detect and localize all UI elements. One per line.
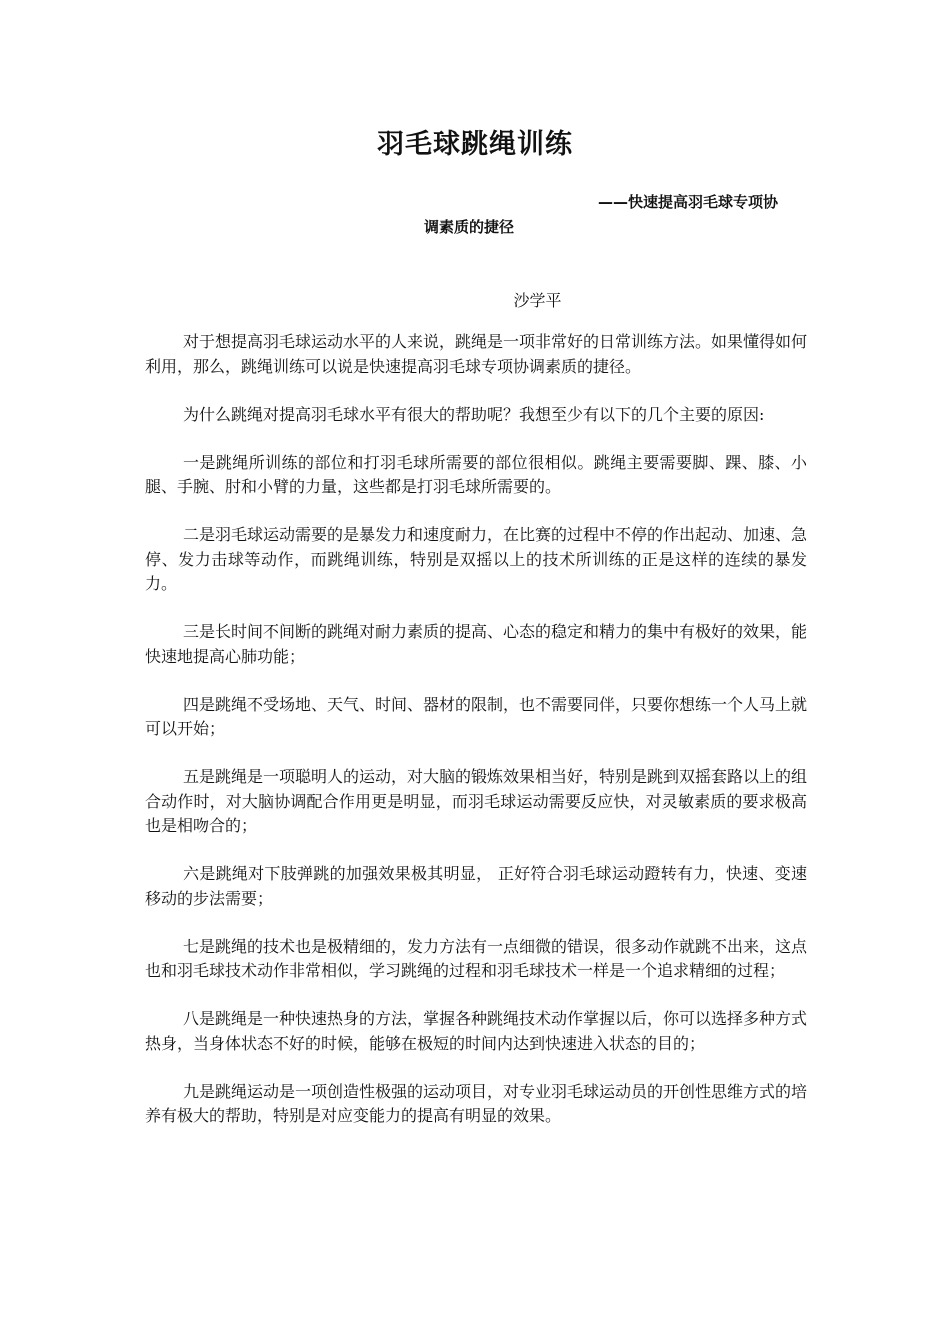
body-text — [145, 330, 807, 1152]
paragraph-reason-1: 一是跳绳所训练的部位和打羽毛球所需要的部位很相似。跳绳主要需要脚、踝、膝、小腿、手腕、肘和小臂的力量，这些都是打羽毛球所需要的。 — [145, 452, 807, 496]
paragraph-reason-7: 七是跳绳的技术也是极精细的，发力方法有一点细微的错误，很多动作就跳不出来，这点也和羽毛球技术动作非常相似，学习跳绳的过程和羽毛球技术一样是一个追求精细的过程； — [145, 936, 808, 980]
subtitle-line-1: ——快速提高羽毛球专项协 — [598, 193, 779, 211]
paragraph-reason-4: 四是跳绳不受场地、天气、时间、器材的限制，也不需要同伴，只要你想练一个人马上就可以开始； — [145, 694, 808, 738]
paragraph-reason-8: 八是跳绳是一种快速热身的方法，掌握各种跳绳技术动作掌握以后，你可以选择多种方式热身，当身体状态不好的时候，能够在极短的时间内达到快速进入状态的目的； — [145, 1009, 808, 1053]
paragraph-reason-3: 三是长时间不间断的跳绳对耐力素质的提高、心态的稳定和精力的集中有极好的效果，能快速地提高心肺功能； — [145, 622, 808, 666]
paragraph-reason-5: 五是跳绳是一项聪明人的运动，对大脑的锻炼效果相当好，特别是跳到双摇套路以上的组合动作时，对大脑协调配合作用更是明显，而羽毛球运动需要反应快，对灵敏素质的要求极高也是相吻合的； — [145, 767, 808, 835]
paragraph-reason-2: 二是羽毛球运动需要的是暴发力和速度耐力，在比赛的过程中不停的作出起动、加速、急停、发力击球等动作，而跳绳训练，特别是双摇以上的技术所训练的正是这样的连续的暴发力。 — [145, 525, 808, 593]
paragraph-reason-9: 九是跳绳运动是一项创造性极强的运动项目，对专业羽毛球运动员的开创性思维方式的培养有极大的帮助，特别是对应变能力的提高有明显的效果。 — [145, 1081, 808, 1125]
paragraph-reason-6: 六是跳绳对下肢弹跳的加强效果极其明显， 正好符合羽毛球运动蹬转有力，快速、变速移动的步法需要； — [145, 864, 807, 908]
paragraph-question: 为什么跳绳对提高羽毛球水平有很大的帮助呢？我想至少有以下的几个主要的原因: — [183, 404, 765, 424]
paragraph-intro: 对于想提高羽毛球运动水平的人来说，跳绳是一项非常好的日常训练方法。如果懂得如何利用，那么，跳绳训练可以说是快速提高羽毛球专项协调素质的捷径。 — [145, 332, 808, 376]
subtitle-line-2: 调素质的捷径 — [424, 218, 515, 236]
author-name: 沙学平 — [513, 291, 562, 310]
document-title: 羽毛球跳绳训练 — [377, 129, 573, 160]
